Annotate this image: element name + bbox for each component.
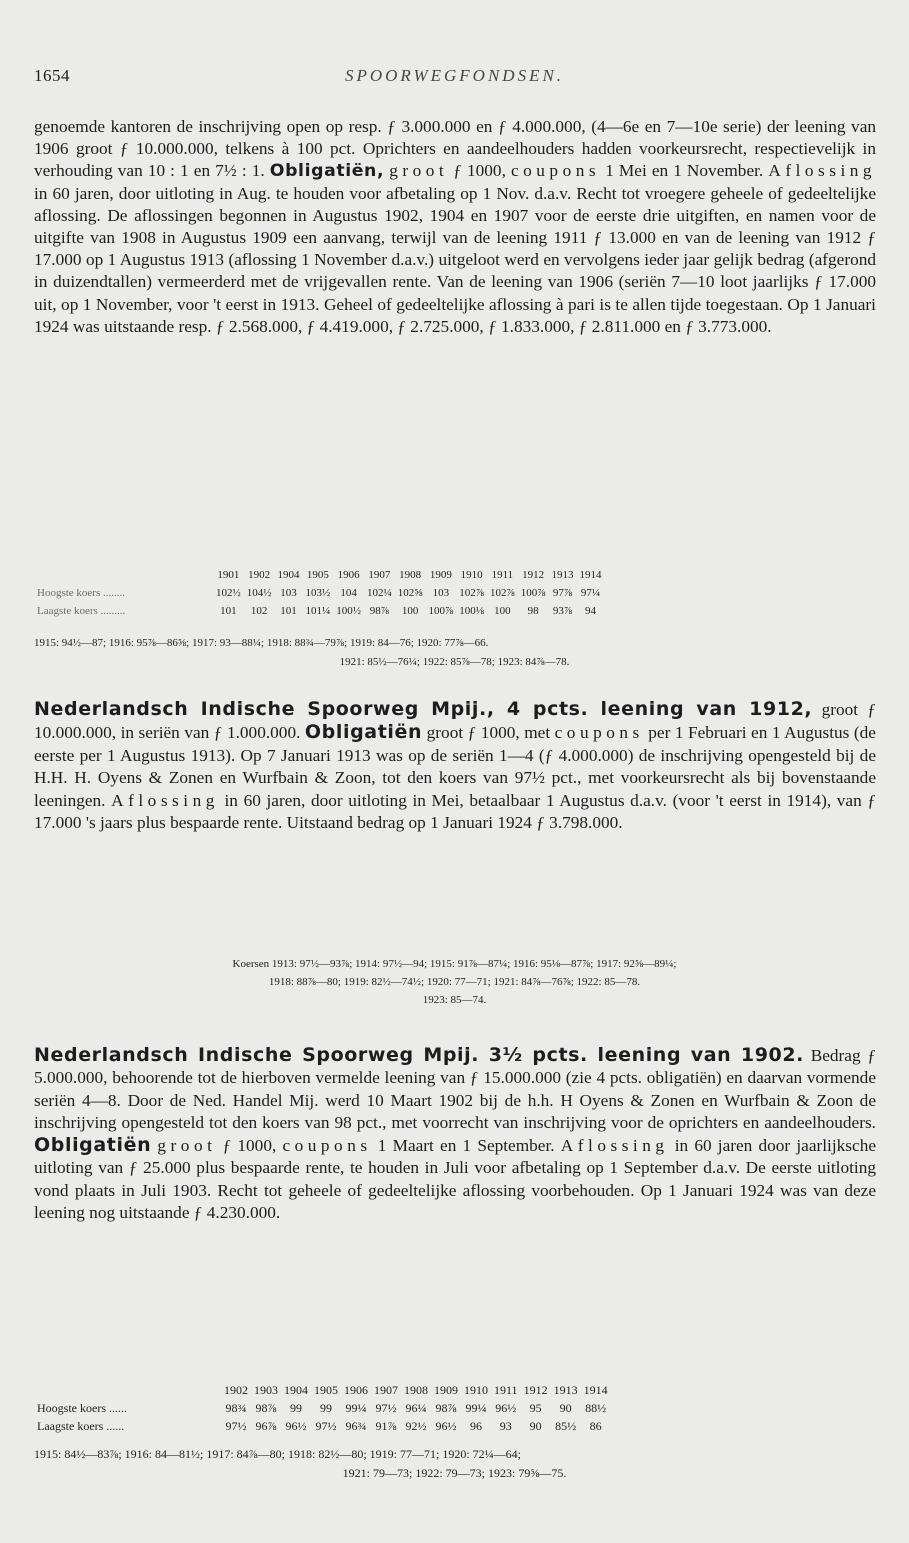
table-row: [34, 1399, 611, 1417]
table-row: [34, 584, 605, 602]
value-cell: 103: [432, 587, 450, 599]
year-cell: 1912: [522, 569, 545, 581]
year-cell: 1913: [551, 569, 574, 581]
value-cell: 102½: [216, 587, 241, 599]
section-text: 1 Maart en 1 September.: [377, 1136, 555, 1156]
value-cell: 103½: [305, 587, 331, 599]
row-label: Hoogste koers ........: [37, 587, 125, 599]
value-cell: 102⅝: [397, 587, 423, 599]
coupons-word: coupons: [282, 1136, 372, 1156]
aflossing-word: Aflossing: [768, 161, 877, 181]
intro-paragraph: [34, 116, 876, 338]
year-cell: 1908: [404, 1383, 428, 1397]
row-label: Hoogste koers ......: [37, 1401, 127, 1415]
row-label: Laagste koers .........: [37, 605, 126, 617]
year-cell: 1912: [523, 1383, 548, 1397]
value-cell: 104½: [246, 587, 272, 599]
value-cell: 99¼: [465, 1401, 487, 1415]
value-cell: 97½: [315, 1419, 337, 1433]
year-cell: 1902: [224, 1383, 248, 1397]
year-cell: 1914: [583, 1383, 608, 1397]
section-text: in 60 jaren, door uitloting in Mei, betaalbaar 1 Augustus d.a.v. (voor 't eerst in 1914), van ƒ 17.000 's jaars plus bespaarde rente. Uitstaand bedrag op 1 Januari 1924 ƒ 3.798.000.: [34, 790, 876, 833]
value-cell: 85½: [555, 1419, 577, 1433]
table-header-row: [34, 1381, 611, 1399]
section-1902-loan: [34, 1044, 876, 1224]
value-cell: 90: [559, 1401, 572, 1415]
price-table-1: [34, 566, 605, 620]
value-cell: 96¾: [345, 1419, 367, 1433]
value-cell: 97⅞: [552, 587, 573, 599]
value-cell: 102¼: [367, 587, 392, 599]
coupons-word: coupons: [554, 723, 644, 743]
value-cell: 101: [220, 605, 237, 617]
value-cell: 100½: [336, 605, 361, 617]
intro-text-4: in 60 jaren, door uitloting in Aug. te houden voor afbetaling op 1 Nov. d.a.v. Recht tot vroegere geheele of gedeeltelijke aflossing. De aflossingen begonnen in Augustus 1902, 1904 en 1907 voor de eerste drie uitgiften, en namen voor de uitgifte van 1908 in Augustus 1909 een aanvang, terwijl van de leening 1911 ƒ 13.000 en van de leening van 1912 ƒ 17.000 op 1 Augustus 1913 (aflossing 1 November d.a.v.) uitgeloot werd en vervolgens ieder jaar gelijk bedrag (afgerond in duizendtallen) vermeerderd met de vrijgevallen rente. Van de leening van 1906 (seriën 7—10 loot jaarlijks ƒ 17.000 uit, op 1 November, voor 't eerst in 1913. Geheel of gedeeltelijke aflossing à pari is te allen tijde toegestaan. Op 1 Januari 1924 was uitstaande resp. ƒ 2.568.000, ƒ 4.419.000, ƒ 2.725.000, ƒ 1.833.000, ƒ 2.811.000 en ƒ 3.773.000.: [34, 183, 876, 336]
value-cell: 92½: [405, 1419, 427, 1433]
koersen-line: 1923: 85—74.: [422, 994, 487, 1006]
year-cell: 1904: [277, 569, 300, 581]
value-cell: 96½: [495, 1401, 517, 1415]
year-cell: 1905: [306, 569, 329, 581]
section-text: in 60 jaren door jaarlijksche uitloting van ƒ 25.000 plus bespaarde rente, te houden in Juli voor afbetaling op 1 September d.a.v. De eerste uitloting vond plaats in Juli 1903. Recht tot geheele of gedeeltelijke aflossing voorbehouden. Op 1 Januari 1924 was van deze leening nog uitstaande ƒ 4.230.000.: [34, 1136, 877, 1223]
price-table-2: [34, 1381, 611, 1435]
value-cell: 103: [280, 587, 297, 599]
value-cell: 96¼: [405, 1401, 427, 1415]
value-cell: 98⅞: [369, 605, 389, 617]
section-text: Bedrag ƒ 5.000.000, behoorende tot de hierboven vermelde leening van ƒ 15.000.000 (zie 4 pcts. obligatiën) en daarvan vormende seriën 4—8. Door de Ned. Handel Mij. werd 10 Maart 1902 bij de h.h. H Oyens & Zonen en Wurfbain & Zoon de inschrijving opengesteld tot den koers van 98 pct., met voorrecht van inschrijving voor de oprichters en aandeelhouders.: [34, 1046, 876, 1132]
value-cell: 99¼: [345, 1401, 367, 1415]
value-cell: 100⅞: [428, 605, 454, 617]
value-cell: 97½: [225, 1419, 247, 1433]
year-cell: 1910: [460, 569, 483, 581]
year-cell: 1914: [579, 569, 602, 581]
groot-word: groot: [157, 1136, 217, 1156]
value-cell: 96: [470, 1419, 482, 1433]
section-heading: Nederlandsch Indische Spoorweg Mpij., 4 pcts. leening van 1912,: [34, 698, 813, 720]
intro-text-2: ƒ 1000,: [453, 161, 506, 181]
page-header: [34, 66, 875, 90]
year-cell: 1909: [434, 1383, 458, 1397]
value-cell: 102: [250, 605, 268, 617]
obligatien-heading: Obligatiën: [304, 721, 423, 744]
section-text: groot ƒ 1000, met: [426, 723, 551, 743]
aflossing-word: Aflossing: [111, 790, 219, 810]
value-cell: 101: [280, 605, 297, 617]
value-cell: 96⅞: [255, 1419, 277, 1433]
value-cell: 99: [290, 1401, 302, 1415]
year-cell: 1907: [374, 1383, 398, 1397]
value-cell: 102⅞: [490, 587, 515, 599]
value-cell: 95: [529, 1401, 542, 1415]
intro-text-3: 1 Mei en 1 November.: [605, 161, 764, 181]
year-cell: 1901: [217, 569, 240, 581]
value-cell: 93⅞: [552, 605, 573, 617]
year-cell: 1909: [429, 569, 452, 581]
section-text: ƒ 1000,: [222, 1136, 277, 1156]
value-cell: 90: [529, 1419, 542, 1433]
section-text: groot ƒ 10.000.000, in seriën van ƒ 1.000.000.: [34, 700, 876, 743]
table-row: [34, 1417, 611, 1435]
year-cell: 1902: [248, 569, 271, 581]
intro-text-1: genoemde kantoren de inschrijving open op resp. ƒ 3.000.000 en ƒ 4.000.000, (4—6e en 7—10e serie) der leening van 1906 groot ƒ 10.000.000, telkens à 100 pct. Oprichters en aandeelhouders hadden voorkeursrecht, respectievelijk in verhouding van 10 : 1 en 7½ : 1.: [34, 117, 876, 181]
price-note: 1921: 79—73; 1922: 79—73; 1923: 79⅝—75.: [342, 1466, 567, 1480]
value-cell: 101¼: [305, 605, 331, 617]
obligatien-heading: Obligatiën: [34, 1134, 152, 1157]
value-cell: 100⅞: [520, 587, 546, 599]
year-cell: 1911: [491, 569, 514, 581]
running-title: SPOORWEGFONDSEN.: [344, 66, 565, 85]
year-cell: 1910: [464, 1383, 488, 1397]
value-cell: 104: [340, 587, 357, 599]
page-number: 1654: [34, 66, 70, 85]
aflossing-word: Aflossing: [560, 1136, 669, 1156]
value-cell: 88½: [585, 1401, 607, 1415]
table-header-row: [34, 566, 605, 584]
year-cell: 1913: [553, 1383, 578, 1397]
price-note: 1915: 94½—87; 1916: 95⅞—86⅝; 1917: 93—88¼; 1918: 88¾—79⅞; 1919: 84—76; 1920: 77⅞—66.: [34, 637, 489, 649]
value-cell: 98⅞: [435, 1401, 457, 1415]
value-cell: 98⅞: [255, 1401, 277, 1415]
value-cell: 96½: [435, 1419, 457, 1433]
year-cell: 1906: [344, 1383, 368, 1397]
year-cell: 1903: [254, 1383, 278, 1397]
value-cell: 100⅛: [459, 605, 484, 617]
year-cell: 1905: [314, 1383, 338, 1397]
value-cell: 102⅞: [459, 587, 484, 599]
value-cell: 100: [401, 605, 419, 617]
price-note: 1921: 85½—76¼; 1922: 85⅞—78; 1923: 84⅞—78.: [339, 656, 570, 668]
section-heading: Nederlandsch Indische Spoorweg Mpij. 3½ pcts. leening van 1902.: [34, 1044, 804, 1066]
year-cell: 1911: [494, 1383, 518, 1397]
value-cell: 94: [585, 605, 596, 617]
value-cell: 86: [589, 1419, 602, 1433]
row-label: Laagste koers ......: [37, 1419, 125, 1433]
koersen-line: Koersen 1913: 97½—93⅞; 1914: 97½—94; 1915: 91⅞—87¼; 1916: 95⅛—87⅞; 1917: 92⅝—89¼;: [232, 958, 677, 970]
value-cell: 93: [499, 1419, 512, 1433]
groot-word: groot: [389, 161, 449, 181]
table-row: [34, 602, 605, 620]
price-note: 1915: 84½—83⅞; 1916: 84—81½; 1917: 84⅞—80; 1918: 82½—80; 1919: 77—71; 1920: 72¼—64;: [34, 1447, 522, 1461]
value-cell: 98¾: [225, 1401, 247, 1415]
year-cell: 1907: [368, 569, 391, 581]
value-cell: 98: [527, 605, 539, 617]
year-cell: 1906: [337, 569, 360, 581]
year-cell: 1908: [399, 569, 422, 581]
value-cell: 99: [320, 1401, 332, 1415]
koersen-line: 1918: 88⅞—80; 1919: 82½—74½; 1920: 77—71; 1921: 84⅞—76⅞; 1922: 85—78.: [268, 976, 641, 988]
value-cell: 97½: [375, 1401, 397, 1415]
section-text: per 1 Februari en 1 Augustus (de eerste per 1 Augustus 1913). Op 7 Januari 1913 was op de seriën 1—4 (ƒ 4.000.000) de inschrijving opengesteld bij de H.H. H. Oyens & Zonen en Wurfbain & Zoon, tot den koers van 97½ pct., met voorkeursrecht als bij bovenstaande leeningen.: [34, 723, 876, 810]
year-cell: 1904: [284, 1383, 308, 1397]
value-cell: 100: [494, 605, 511, 617]
obligatien-heading: Obligatiën,: [269, 161, 385, 182]
value-cell: 96½: [285, 1419, 307, 1433]
value-cell: 91⅞: [375, 1419, 397, 1433]
coupons-word: coupons: [510, 161, 601, 181]
section-1912-loan: [34, 698, 876, 834]
value-cell: 97¼: [580, 587, 601, 599]
